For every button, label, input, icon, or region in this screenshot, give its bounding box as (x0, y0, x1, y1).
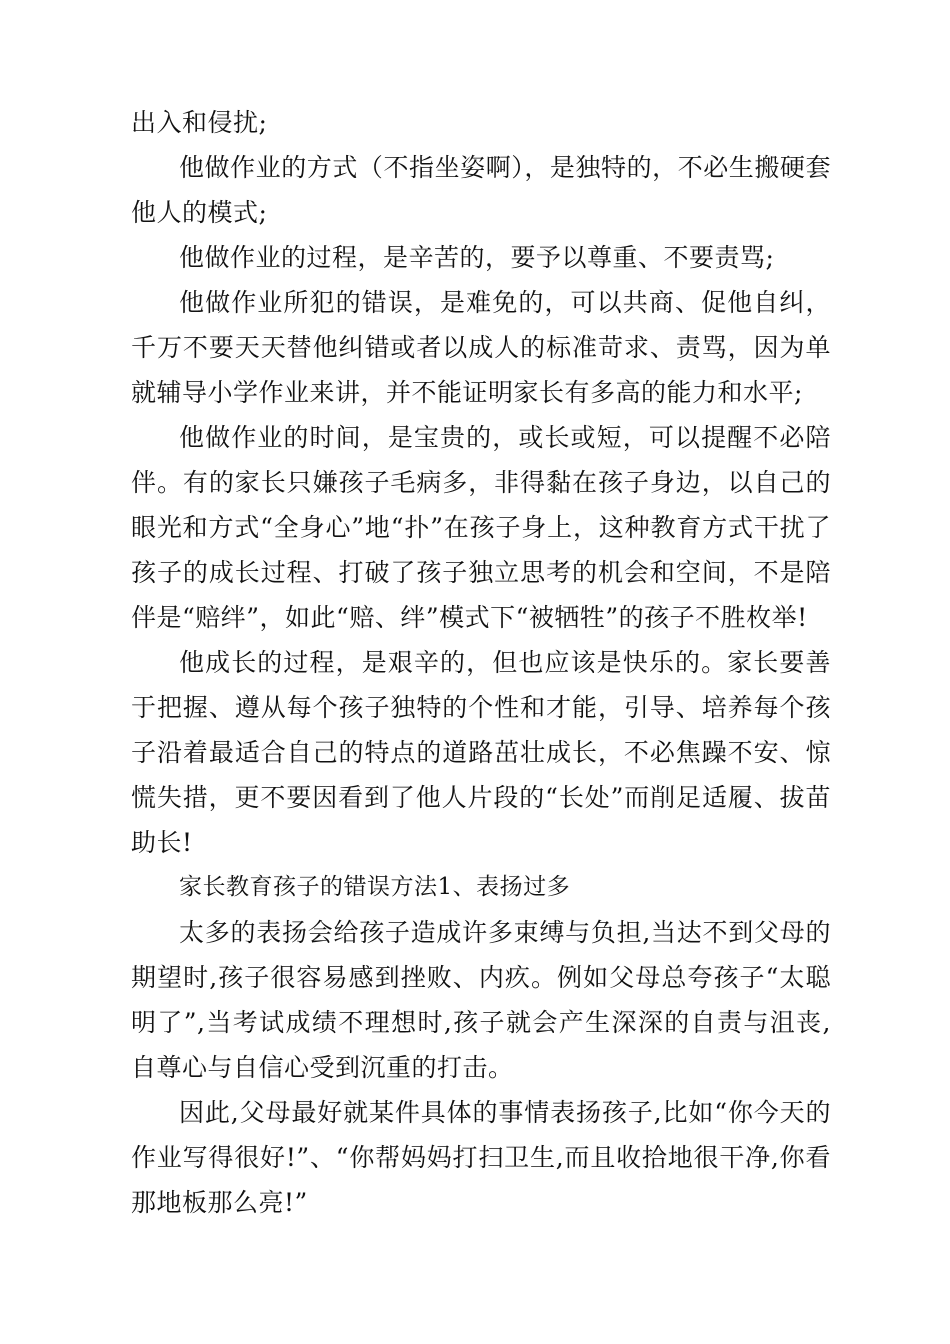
section-heading: 家长教育孩子的错误方法1、表扬过多 (179, 874, 571, 900)
paragraph-homework-errors: 他做作业所犯的错误，是难免的，可以共商、促他自纠，千万不要天天替他纠错或者以成人的标准苛求、责骂，因为单就辅导小学作业来讲，并不能证明家长有多高的能力和水平; (131, 288, 831, 407)
document-body (131, 100, 831, 1225)
paragraph-homework-time: 他做作业的时间，是宝贵的，或长或短，可以提醒不必陪伴。有的家长只嫌孩子毛病多，非得黏在孩子身边，以自己的眼光和方式“全身心”地“扑”在孩子身上，这种教育方式干扰了孩子的成长过程、打破了孩子独立思考的机会和空间，不是陪伴是“赔绊”，如此“赔、绊”模式下“被牺牲”的孩子不胜枚举! (131, 423, 831, 632)
paragraph-growth-process: 他成长的过程，是艰辛的，但也应该是快乐的。家长要善于把握、遵从每个孩子独特的个性和才能，引导、培养每个孩子沿着最适合自己的特点的道路茁壮成长，不必焦躁不安、惊慌失措，更不要因看到了他人片段的“长处”而削足适履、拔苗助长! (131, 648, 831, 857)
paragraph-specific-praise: 因此,父母最好就某件具体的事情表扬孩子,比如“你今天的作业写得很好!”、“你帮妈妈打扫卫生,而且收拾地很干净,你看那地板那么亮!” (131, 1098, 831, 1217)
paragraph-homework-process: 他做作业的过程，是辛苦的，要予以尊重、不要责骂; (179, 243, 775, 272)
paragraph-too-much-praise: 太多的表扬会给孩子造成许多束缚与负担,当达不到父母的期望时,孩子很容易感到挫败、内疚。例如父母总夸孩子“太聪明了”,当考试成绩不理想时,孩子就会产生深深的自责与沮丧,自尊心与自信心受到沉重的打击。 (131, 918, 831, 1082)
paragraph-homework-method: 他做作业的方式（不指坐姿啊），是独特的，不必生搬硬套他人的模式; (131, 153, 831, 227)
paragraph-continuation: 出入和侵扰; (131, 108, 268, 137)
